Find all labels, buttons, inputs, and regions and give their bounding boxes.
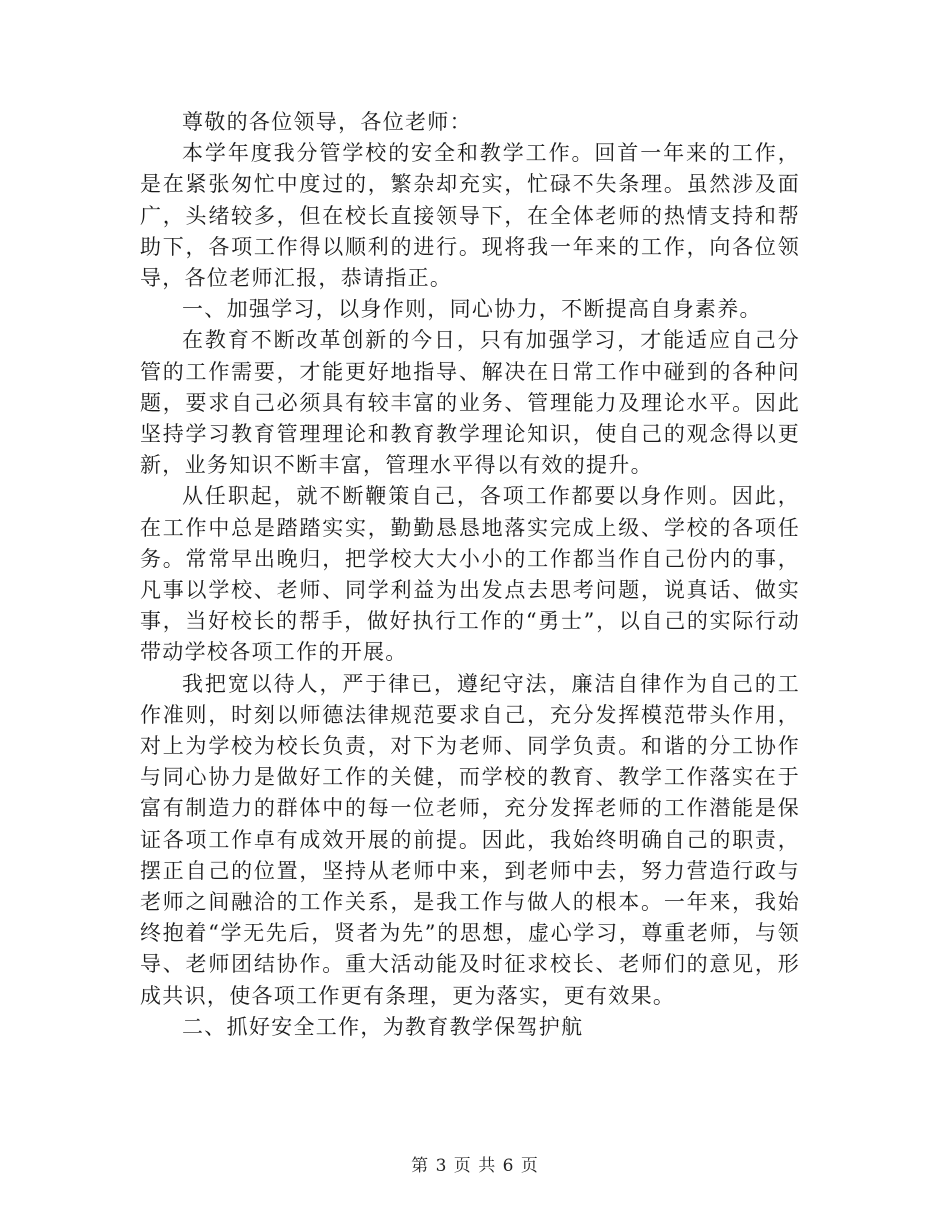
paragraph-principles: 我把宽以待人，严于律已，遵纪守法，廉洁自律作为自己的工作准则，时刻以师德法律规范要求自己，充分发挥模范带头作用，对上为学校为校长负责，对下为老师、同学负责。和谐的分工协作与同心协力是做好工作的关健，而学校的教育、教学工作落实在于富有制造力的群体中的每一位老师，充分发挥老师的工作潜能是保证各项工作卓有成效开展的前提。因此，我始终明确自己的职责，摆正自己的位置，坚持从老师中来，到老师中去，努力营造行政与老师之间融洽的工作关系，是我工作与做人的根本。一年来，我始终抱着“学无先后，贤者为先”的思想，虚心学习，尊重老师，与领导、老师团结协作。重大活动能及时征求校长、老师们的意见，形成共识，使各项工作更有条理，更为落实，更有效果。 (140, 671, 800, 1008)
paragraph-learning: 在教育不断改革创新的今日，只有加强学习，才能适应自己分管的工作需要，才能更好地指导、解决在日常工作中碰到的各种问题，要求自己必须具有较丰富的业务、管理能力及理论水平。因此坚持学习教育管理理论和教育教学理论知识，使自己的观念得以更新，业务知识不断丰富，管理水平得以有效的提升。 (140, 328, 800, 478)
document-body (140, 107, 800, 1043)
footer-middle: 页 共 (453, 1156, 497, 1176)
footer-total-pages: 6 (502, 1156, 515, 1176)
section-heading-1: 一、加强学习，以身作则，同心协力，不断提高自身素养。 (182, 297, 762, 322)
footer-suffix: 页 (520, 1156, 539, 1176)
paragraph-intro: 本学年度我分管学校的安全和教学工作。回首一年来的工作，是在紧张匆忙中度过的，繁杂却充实，忙碌不失条理。虽然涉及面广，头绪较多，但在校长直接领导下，在全体老师的热情支持和帮助下，各项工作得以顺利的进行。现将我一年来的工作，向各位领导，各位老师汇报，恭请指正。 (140, 141, 800, 291)
page-footer (0, 1151, 950, 1176)
footer-prefix: 第 (411, 1156, 430, 1176)
salutation: 尊敬的各位领导，各位老师： (182, 110, 472, 134)
paragraph-example: 从任职起，就不断鞭策自己，各项工作都要以身作则。因此，在工作中总是踏踏实实，勤勤恳恳地落实完成上级、学校的各项任务。常常早出晚归，把学校大大小小的工作都当作自己份内的事，凡事以学校、老师、同学利益为出发点去思考问题，说真话、做实事，当好校长的帮手，做好执行工作的“勇士”，以自己的实际行动带动学校各项工作的开展。 (140, 484, 800, 665)
section-heading-2: 二、抓好安全工作，为教育教学保驾护航 (182, 1014, 584, 1039)
footer-current-page: 3 (435, 1156, 448, 1176)
